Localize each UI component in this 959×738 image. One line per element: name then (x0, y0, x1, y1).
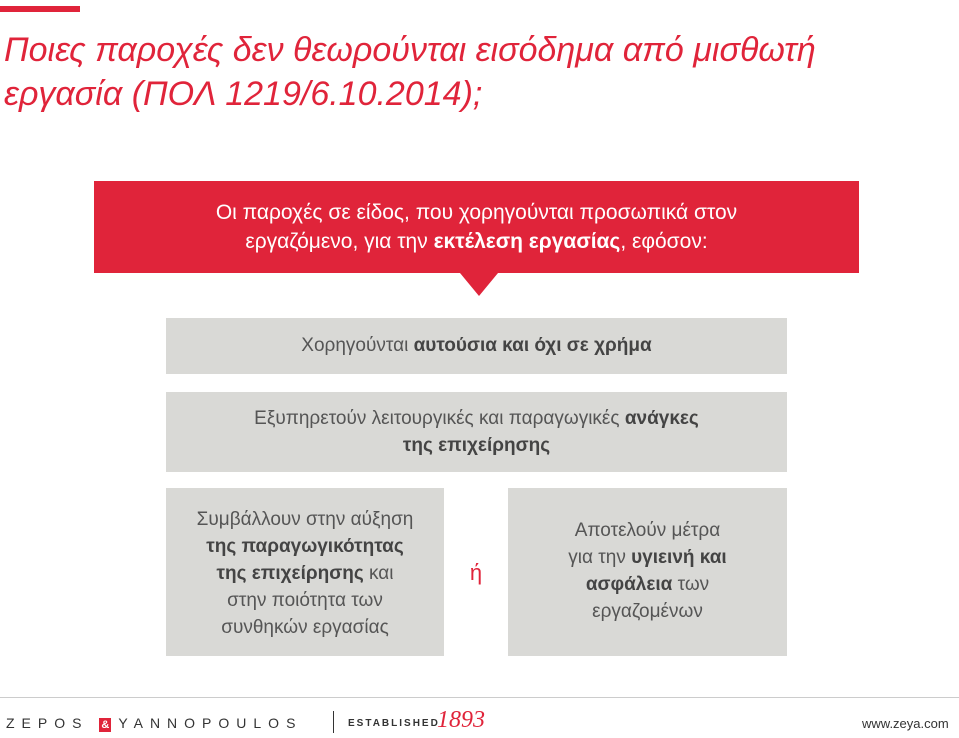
box4-post-3: των (672, 574, 710, 595)
box3-post-2: και (363, 563, 394, 584)
condition-box-productivity (166, 488, 444, 656)
box3-bold-2: της επιχείρησης (216, 563, 364, 584)
box1-text: Χορηγούνται (301, 335, 414, 356)
box4-bold-2: υγιεινή και (631, 547, 727, 568)
box4-line-4: εργαζομένων (592, 601, 703, 622)
page-title (4, 28, 934, 116)
box3-line-4: στην ποιότητα των (227, 590, 383, 611)
box2-bold-1: ανάγκες (624, 408, 699, 429)
condition-box-in-kind (166, 318, 787, 374)
condition-box-health-safety (508, 488, 787, 656)
box4-line-1: Αποτελούν μέτρα (574, 520, 721, 541)
box2-bold-2: της επιχείρησης (402, 435, 551, 456)
brand-left: ZEPOS (6, 715, 89, 731)
banner-line-2-bold: εκτέλεση εργασίας (433, 230, 621, 253)
condition-box-business-needs (166, 392, 787, 472)
conditions-banner (94, 181, 859, 273)
top-accent-bar (0, 6, 80, 12)
box4-bold-3: ασφάλεια (585, 574, 673, 595)
footer-divider-line (0, 697, 959, 698)
box1-bold: αυτούσια και όχι σε χρήμα (413, 335, 652, 356)
title-line-1: Ποιες παροχές δεν θεωρούνται εισόδημα από μισθωτή (4, 31, 816, 69)
box3-line-1: Συμβάλλουν στην αύξηση (196, 509, 414, 530)
banner-line-1: Οι παροχές σε είδος, που χορηγούνται προσωπικά στον (215, 201, 738, 224)
box3-line-5: συνθηκών εργασίας (221, 617, 389, 638)
brand-divider (333, 711, 334, 733)
established-year: 1893 (437, 707, 485, 733)
brand-logo (6, 715, 302, 732)
banner-pointer-arrow (460, 273, 498, 296)
established-label: ESTABLISHED (348, 718, 440, 729)
banner-line-2-post: , εφόσον: (620, 230, 708, 253)
brand-right: YANNOPOULOS (118, 715, 303, 731)
box4-pre-2: για την (568, 547, 632, 568)
box3-bold-1: της παραγωγικότητας (206, 536, 404, 557)
box2-text: Εξυπηρετούν λειτουργικές και παραγωγικές (254, 408, 625, 429)
title-line-2: εργασία (ΠΟΛ 1219/6.10.2014); (4, 75, 483, 113)
website-link[interactable]: www.zeya.com (862, 716, 949, 731)
or-connector: ή (469, 560, 483, 585)
brand-ampersand: & (101, 719, 110, 731)
banner-line-2-pre: εργαζόμενο, για την (245, 230, 434, 253)
